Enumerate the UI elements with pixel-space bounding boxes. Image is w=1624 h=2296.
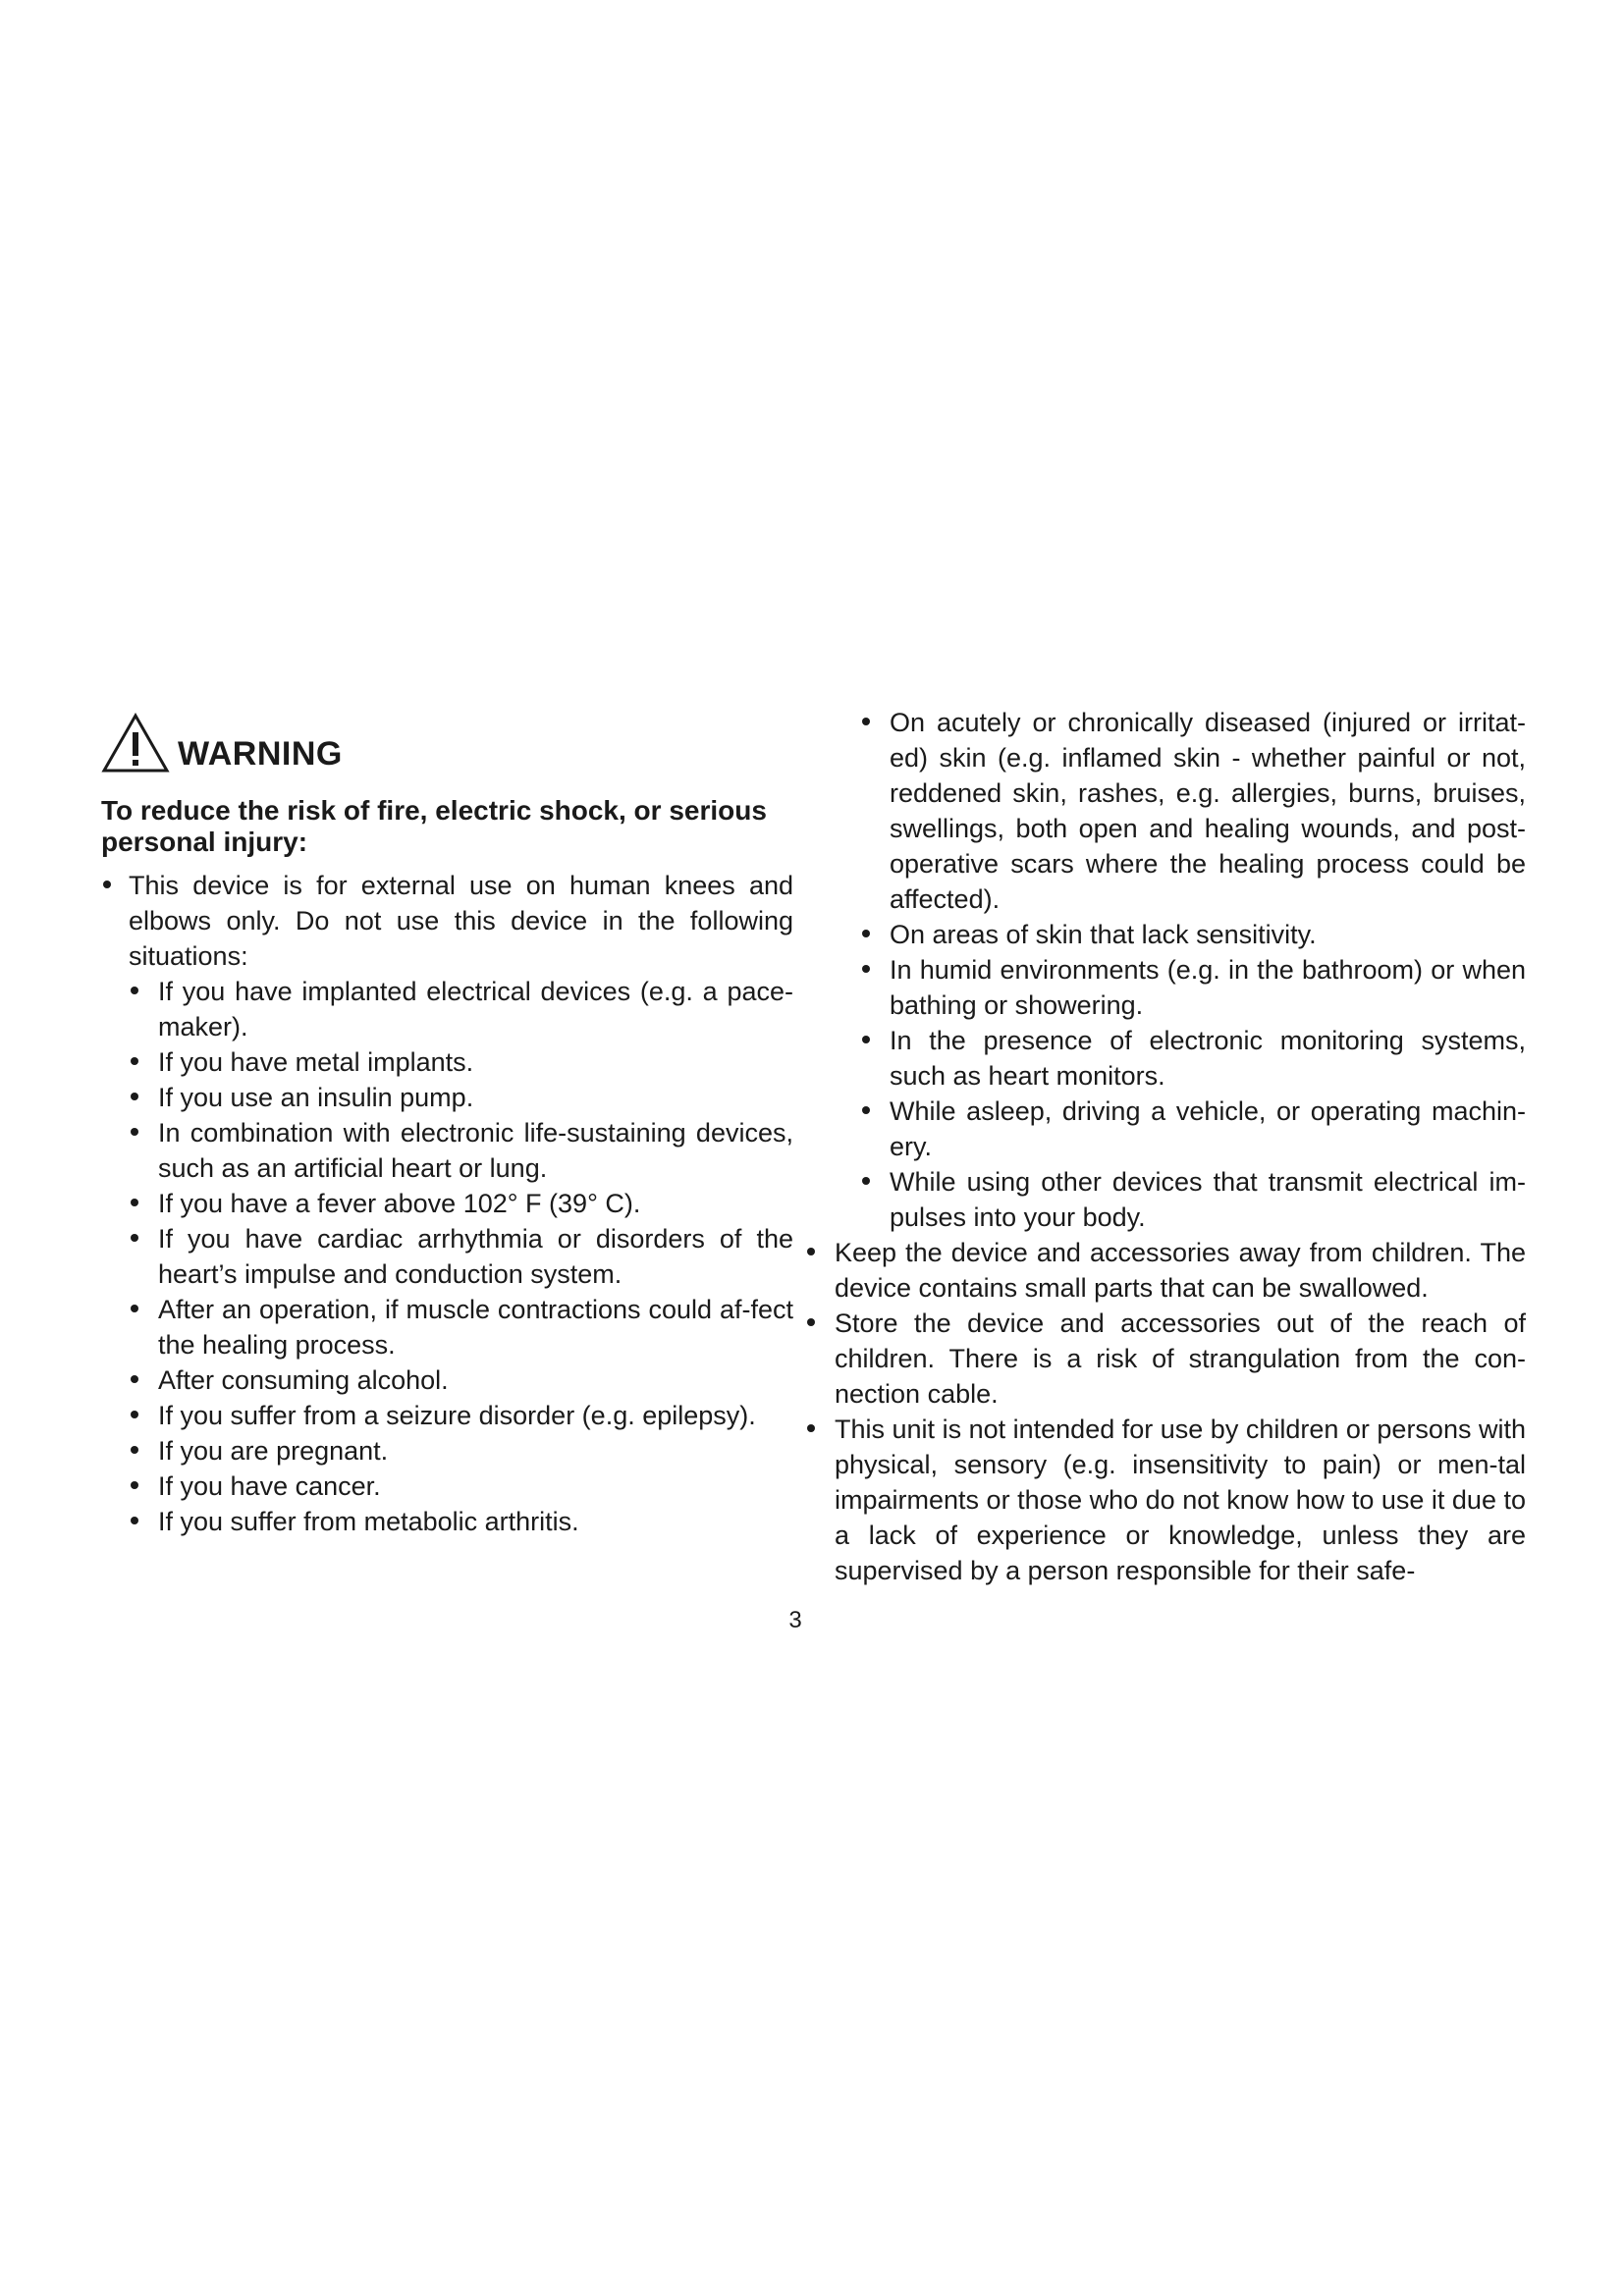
main-item-text: Keep the device and accessories away from children. The device contains small parts that can be swallowed. (835, 1238, 1526, 1303)
list-item (129, 1221, 793, 1292)
sub-item-text: While asleep, driving a vehicle, or operating machin-ery. (890, 1096, 1526, 1161)
bullet-icon (131, 1057, 138, 1065)
list-item (129, 1186, 793, 1221)
bullet-icon (103, 881, 111, 888)
list-item (860, 952, 1526, 1023)
list-item-continued (833, 705, 1526, 1235)
bullet-icon (131, 987, 138, 994)
sub-item-text: If you have a fever above 102° F (39° C). (158, 1189, 641, 1218)
sub-item-text: If you suffer from metabolic arthritis. (158, 1507, 579, 1536)
sub-item-text: After consuming alcohol. (158, 1365, 449, 1395)
left-main-list (101, 868, 793, 1539)
list-item (860, 1094, 1526, 1164)
situations-list-continued (860, 705, 1526, 1235)
sub-item-text: If you use an insulin pump. (158, 1083, 474, 1112)
bullet-icon (862, 1177, 870, 1185)
list-item (129, 1115, 793, 1186)
warning-intro: To reduce the risk of fire, electric shock, or serious personal injury: (101, 795, 767, 857)
left-column (101, 709, 793, 1539)
bullet-icon (862, 965, 870, 973)
sub-item-text: In combination with electronic life-sustaining devices, such as an artificial heart or lung. (158, 1118, 793, 1183)
bullet-icon (131, 1446, 138, 1454)
list-item (129, 1504, 793, 1539)
list-item (129, 1044, 793, 1080)
sub-item-text: If you suffer from a seizure disorder (e.g. epilepsy). (158, 1401, 756, 1430)
sub-item-text: If you have cardiac arrhythmia or disorders of the heart’s impulse and conduction system. (158, 1224, 793, 1289)
warning-triangle-icon (101, 713, 170, 774)
bullet-icon (131, 1375, 138, 1383)
bullet-icon (131, 1093, 138, 1100)
bullet-icon (807, 1248, 815, 1255)
list-item (805, 1412, 1526, 1588)
situations-list (129, 974, 793, 1539)
bullet-icon (131, 1517, 138, 1524)
bullet-icon (131, 1305, 138, 1312)
list-item (129, 1398, 793, 1433)
bullet-icon (131, 1199, 138, 1206)
sub-item-text: After an operation, if muscle contractions could af-fect the healing process. (158, 1295, 793, 1360)
list-item (129, 1433, 793, 1468)
sub-item-text: If you have implanted electrical devices (e.g. a pace-maker). (158, 977, 793, 1041)
list-item (805, 1306, 1526, 1412)
sub-item-text: If you are pregnant. (158, 1436, 389, 1466)
list-item (129, 974, 793, 1044)
sub-item-text: While using other devices that transmit electrical im-pulses into your body. (890, 1167, 1526, 1232)
list-item (860, 917, 1526, 952)
sub-item-text: If you have cancer. (158, 1471, 381, 1501)
bullet-icon (862, 930, 870, 937)
list-item (860, 705, 1526, 917)
main-item-text: This unit is not intended for use by children or persons with physical, sensory (e.g. insensitivity to pain) or men-tal impairments or those who do not know how to use it due to a lack of experience or knowledge, unless they are supervised by a person responsible for their safe- (835, 1415, 1526, 1585)
list-item (129, 1362, 793, 1398)
right-column (833, 705, 1526, 1588)
right-main-list (833, 705, 1526, 1588)
bullet-icon (131, 1411, 138, 1418)
bullet-icon (131, 1481, 138, 1489)
warning-title: WARNING (178, 735, 343, 773)
sub-item-text: In humid environments (e.g. in the bathroom) or when bathing or showering. (890, 955, 1526, 1020)
sub-item-text: On areas of skin that lack sensitivity. (890, 920, 1317, 949)
main-item-text: This device is for external use on human knees and elbows only. Do not use this device in the following situations: (129, 871, 793, 971)
sub-item-text: If you have metal implants. (158, 1047, 474, 1077)
list-item (860, 1023, 1526, 1094)
bullet-icon (862, 1036, 870, 1043)
page-number: 3 (788, 1607, 802, 1633)
list-item (129, 1080, 793, 1115)
main-item-text: Store the device and accessories out of the reach of children. There is a risk of strangulation from the con-nection cable. (835, 1308, 1526, 1409)
list-item (805, 1235, 1526, 1306)
bullet-icon (862, 1106, 870, 1114)
bullet-icon (131, 1234, 138, 1242)
list-item (129, 1292, 793, 1362)
list-item (860, 1164, 1526, 1235)
bullet-icon (862, 718, 870, 725)
list-item (101, 868, 793, 1539)
sub-item-text: In the presence of electronic monitoring systems, such as heart monitors. (890, 1026, 1526, 1091)
warning-header (101, 709, 793, 774)
bullet-icon (131, 1128, 138, 1136)
sub-item-text: On acutely or chronically diseased (injured or irritat-ed) skin (e.g. inflamed skin - whether painful or not, reddened skin, rashes, e.g. allergies, burns, bruises, swellings, both open and healing wounds, and post-operative scars where the healing process could be affected). (890, 708, 1526, 914)
list-item (129, 1468, 793, 1504)
bullet-icon (807, 1318, 815, 1326)
bullet-icon (807, 1424, 815, 1432)
